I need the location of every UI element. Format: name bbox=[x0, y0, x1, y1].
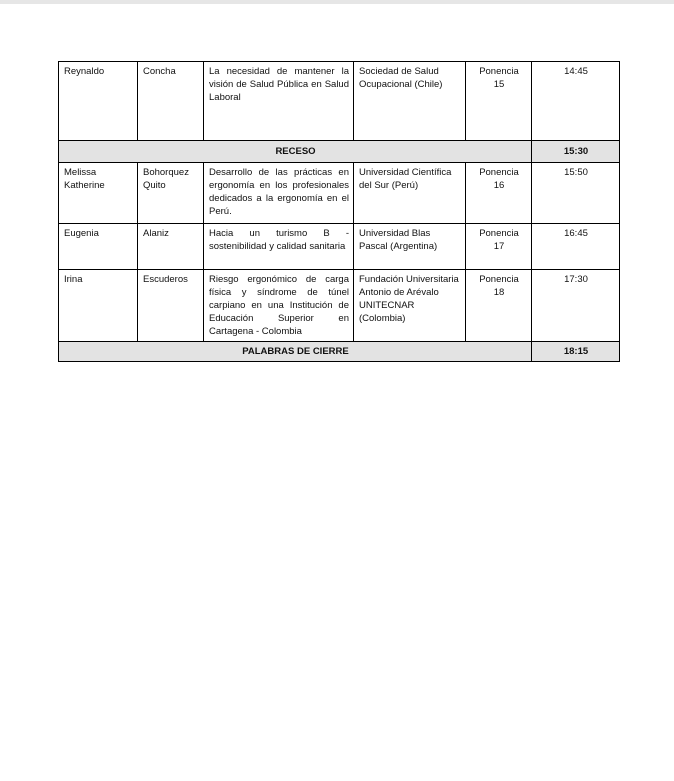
last-name-cell: Escuderos bbox=[138, 270, 204, 342]
table-row bbox=[59, 224, 620, 270]
talk-title-cell: La necesidad de mantener la visión de Salud Pública en Salud Laboral bbox=[204, 62, 354, 141]
time-cell: 15:50 bbox=[532, 163, 620, 224]
talk-title-cell: Riesgo ergonómico de carga física y síndrome de túnel carpiano en una Institución de Educación Superior en Cartagena - Colombia bbox=[204, 270, 354, 342]
institution-cell: Universidad Científica del Sur (Perú) bbox=[354, 163, 466, 224]
first-name-cell: Irina bbox=[59, 270, 138, 342]
break-row bbox=[59, 141, 620, 163]
last-name-cell: Bohorquez Quito bbox=[138, 163, 204, 224]
ponencia-number: 16 bbox=[493, 180, 505, 191]
ponencia-cell bbox=[466, 270, 532, 342]
ponencia-number: 17 bbox=[493, 241, 505, 252]
ponencia-cell bbox=[466, 224, 532, 270]
time-cell: 14:45 bbox=[532, 62, 620, 141]
last-name-cell: Alaniz bbox=[138, 224, 204, 270]
talk-title-cell: Hacia un turismo B - sostenibilidad y calidad sanitaria bbox=[204, 224, 354, 270]
ponencia-label: Ponencia bbox=[479, 228, 519, 239]
institution-cell: Sociedad de Salud Ocupacional (Chile) bbox=[354, 62, 466, 141]
ponencia-label: Ponencia bbox=[479, 167, 519, 178]
break-time: 18:15 bbox=[532, 342, 620, 362]
talk-title-cell: Desarrollo de las prácticas en ergonomía en los profesionales dedicados a la ergonomía en el Perú. bbox=[204, 163, 354, 224]
ponencia-cell bbox=[466, 62, 532, 141]
ponencia-label: Ponencia bbox=[479, 66, 519, 77]
last-name-cell: Concha bbox=[138, 62, 204, 141]
ponencia-number: 15 bbox=[493, 79, 505, 90]
ponencia-number: 18 bbox=[493, 287, 505, 298]
institution-cell: Fundación Universitaria Antonio de Arévalo UNITECNAR (Colombia) bbox=[354, 270, 466, 342]
program-table bbox=[58, 61, 620, 362]
table-row bbox=[59, 62, 620, 141]
ponencia-label: Ponencia bbox=[479, 274, 519, 285]
break-label: RECESO bbox=[59, 141, 532, 163]
first-name-cell: Eugenia bbox=[59, 224, 138, 270]
institution-cell: Universidad Blas Pascal (Argentina) bbox=[354, 224, 466, 270]
table-row bbox=[59, 270, 620, 342]
break-row bbox=[59, 342, 620, 362]
table-row bbox=[59, 163, 620, 224]
first-name-cell: Melissa Katherine bbox=[59, 163, 138, 224]
time-cell: 16:45 bbox=[532, 224, 620, 270]
break-label: PALABRAS DE CIERRE bbox=[59, 342, 532, 362]
first-name-cell: Reynaldo bbox=[59, 62, 138, 141]
time-cell: 17:30 bbox=[532, 270, 620, 342]
ponencia-cell bbox=[466, 163, 532, 224]
break-time: 15:30 bbox=[532, 141, 620, 163]
